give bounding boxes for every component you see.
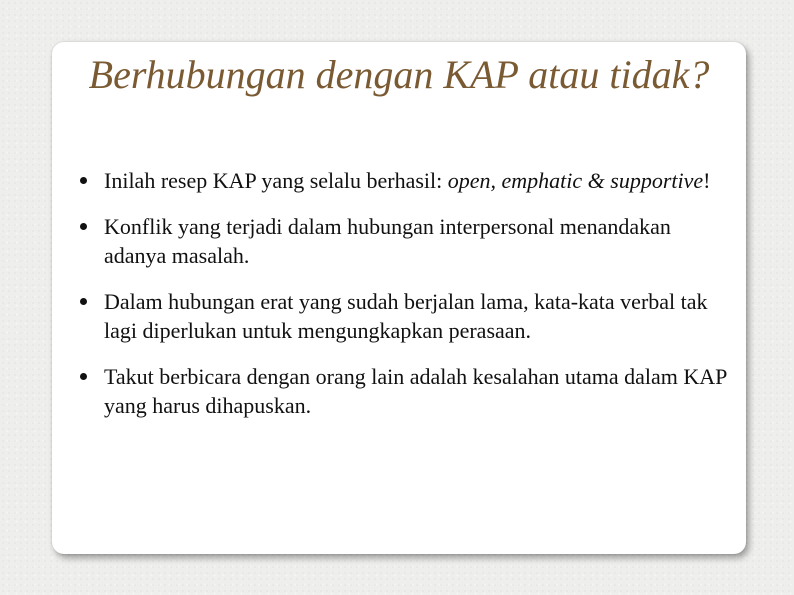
bullet-item-4 [80,362,730,420]
bullet-item-3 [80,287,730,345]
bullet-list [80,166,730,437]
bullet-dot-icon [80,373,87,380]
bullet-4-text: Takut berbicara dengan orang lain adalah kesalahan utama dalam KAP yang harus dihapuskan. [104,364,727,418]
bullet-item-1 [80,166,730,195]
bullet-1-suffix: ! [703,168,711,193]
bullet-3-text: Dalam hubungan erat yang sudah berjalan lama, kata-kata verbal tak lagi diperlukan untuk mengungkapkan perasaan. [104,289,708,343]
bullet-1-text: Inilah resep KAP yang selalu berhasil: [104,168,448,193]
bullet-1-emphasis: open, emphatic & supportive [447,168,704,193]
bullet-item-2 [80,212,730,270]
bullet-dot-icon [80,177,87,184]
slide-title: Berhubungan dengan KAP atau tidak? [88,52,710,97]
bullet-dot-icon [80,223,87,230]
bullet-dot-icon [80,298,87,305]
bullet-2-text: Konflik yang terjadi dalam hubungan interpersonal menandakan adanya masalah. [104,214,671,268]
